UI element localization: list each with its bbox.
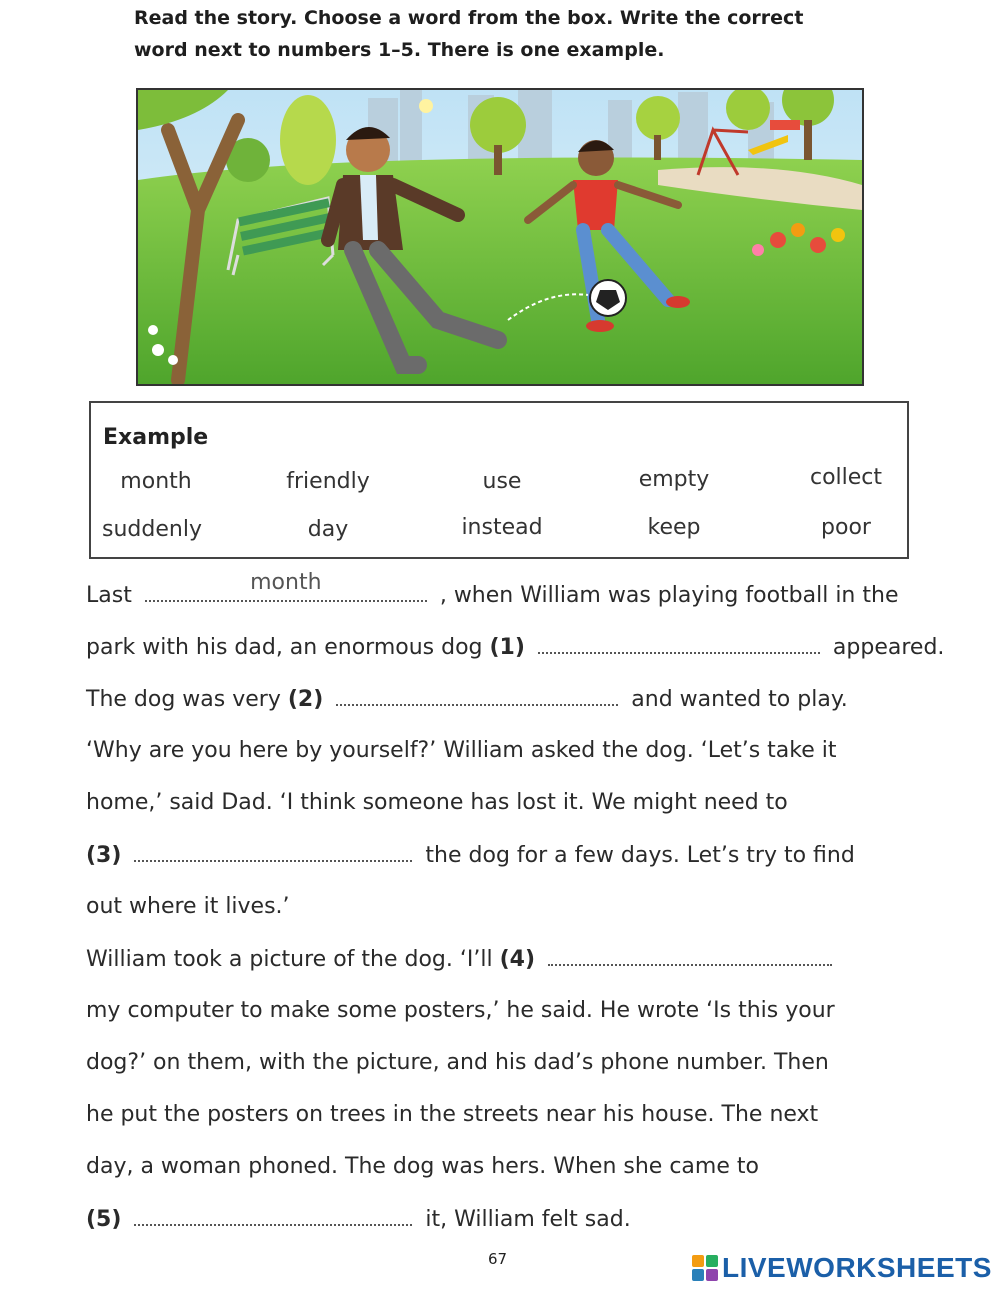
story-line-11: he put the posters on trees in the streets near his house. The next bbox=[86, 1102, 819, 1127]
story-line-4: ‘Why are you here by yourself?’ William asked the dog. ‘Let’s take it bbox=[86, 738, 837, 763]
word-option: day bbox=[307, 517, 349, 542]
story-line-8 bbox=[86, 946, 838, 972]
question-number-4: (4) bbox=[499, 947, 536, 972]
story-text-segment: park with his dad, an enormous dog bbox=[86, 635, 483, 660]
question-number-5: (5) bbox=[86, 1207, 122, 1232]
instructions-line-2: word next to numbers 1–5. There is one example. bbox=[134, 39, 665, 61]
word-option: month bbox=[120, 469, 192, 494]
story-text-segment: , when William was playing football in the bbox=[439, 583, 899, 608]
answer-blank-2[interactable] bbox=[336, 686, 618, 706]
word-option: keep bbox=[647, 515, 701, 540]
story-line-10: dog?’ on them, with the picture, and his dad’s phone number. Then bbox=[86, 1050, 829, 1075]
word-box-title: Example bbox=[103, 425, 209, 450]
instructions bbox=[134, 2, 854, 66]
story-text-segment: it, William felt sad. bbox=[425, 1207, 631, 1232]
liveworksheets-logo-icon bbox=[692, 1255, 718, 1281]
story-line-1 bbox=[86, 570, 899, 608]
story-text-segment: Last bbox=[86, 583, 132, 608]
logo-text: LIVEWORKSHEETS bbox=[722, 1252, 992, 1283]
story-text-segment: appeared. bbox=[832, 635, 945, 660]
story-text-segment: the dog for a few days. Let’s try to find bbox=[425, 843, 855, 868]
word-option: friendly bbox=[286, 469, 370, 494]
story-text-segment: William took a picture of the dog. ‘I’ll bbox=[86, 947, 493, 972]
story-line-9: my computer to make some posters,’ he said. He wrote ‘Is this your bbox=[86, 998, 835, 1023]
example-answer: month bbox=[250, 570, 322, 595]
park-illustration bbox=[136, 88, 864, 386]
word-option: empty bbox=[638, 467, 710, 492]
example-answer-blank bbox=[145, 570, 427, 602]
story-line-13 bbox=[86, 1206, 631, 1232]
word-option: use bbox=[482, 469, 522, 494]
story-line-5: home,’ said Dad. ‘I think someone has lost it. We might need to bbox=[86, 790, 788, 815]
answer-blank-1[interactable] bbox=[538, 634, 820, 654]
word-option: instead bbox=[461, 515, 543, 540]
park-football-scene-illustration bbox=[138, 90, 862, 384]
liveworksheets-logo[interactable] bbox=[692, 1252, 992, 1284]
story-line-3 bbox=[86, 686, 848, 712]
word-box bbox=[89, 401, 909, 559]
question-number-3: (3) bbox=[86, 843, 122, 868]
story-text-segment: The dog was very bbox=[86, 687, 281, 712]
word-option: collect bbox=[809, 465, 883, 490]
instructions-line-1: Read the story. Choose a word from the box. Write the correct bbox=[134, 7, 804, 29]
story-line-12: day, a woman phoned. The dog was hers. When she came to bbox=[86, 1154, 759, 1179]
answer-blank-5[interactable] bbox=[134, 1206, 412, 1226]
word-option: poor bbox=[821, 515, 871, 540]
story-line-7: out where it lives.’ bbox=[86, 894, 290, 919]
answer-blank-4[interactable] bbox=[548, 946, 832, 966]
question-number-2: (2) bbox=[287, 687, 324, 712]
story-line-6 bbox=[86, 842, 855, 868]
page-number: 67 bbox=[488, 1250, 508, 1268]
answer-blank-3[interactable] bbox=[134, 842, 412, 862]
question-number-1: (1) bbox=[489, 635, 525, 660]
story-text-segment: and wanted to play. bbox=[631, 687, 848, 712]
word-option: suddenly bbox=[102, 517, 202, 542]
story-line-2 bbox=[86, 634, 944, 660]
